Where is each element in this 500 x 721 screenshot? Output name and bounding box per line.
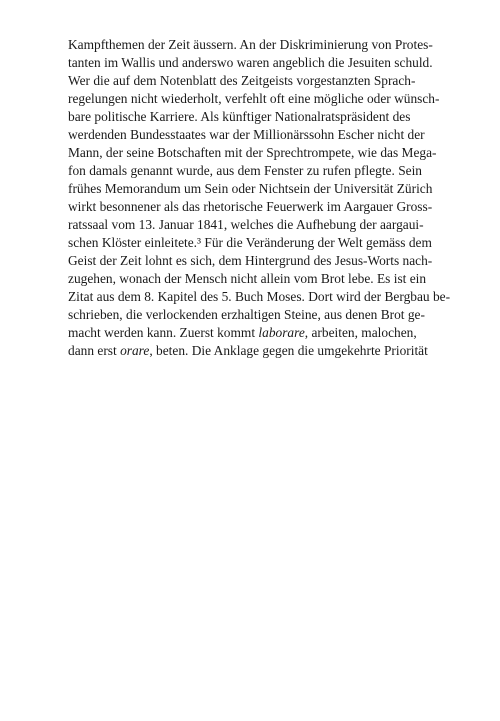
text-line: werdenden Bundesstaates war der Millionärssohn Escher nicht der — [68, 127, 425, 142]
text-line: schrieben, die verlockenden erzhaltigen Steine, aus denen Brot ge- — [68, 307, 425, 322]
text-segment: dann erst — [68, 343, 121, 358]
text-line: Wer die auf dem Notenblatt des Zeitgeists vorgestanzten Sprach- — [68, 73, 416, 88]
text-line: regelungen nicht wiederholt, verfehlt oft eine mögliche oder wünsch- — [68, 91, 440, 106]
text-line: frühes Memorandum um Sein oder Nichtsein der Universität Zürich — [68, 181, 433, 196]
text-line: Geist der Zeit lohnt es sich, dem Hintergrund des Jesus-Worts nach- — [68, 253, 433, 268]
text-line: ratssaal vom 13. Januar 1841, welches die Aufhebung der aargaui- — [68, 217, 424, 232]
text-line — [68, 342, 428, 360]
text-line: wirkt besonnener als das rhetorische Feuerwerk im Aargauer Gross- — [68, 199, 433, 214]
text-line: fon damals genannt wurde, aus dem Fenster zu rufen pflegte. Sein — [68, 163, 423, 178]
text-line: Mann, der seine Botschaften mit der Sprechtrompete, wie das Mega- — [68, 145, 437, 160]
text-line: zugehen, wonach der Mensch nicht allein vom Brot lebe. Es ist ein — [68, 271, 427, 286]
text-line: tanten im Wallis und anderswo waren angeblich die Jesuiten schuld. — [68, 55, 433, 70]
text-segment: , arbeiten, malochen, — [304, 325, 417, 340]
italic-term: orare — [120, 343, 150, 358]
text-segment: , beten. Die Anklage gegen die umgekehrte Priorität — [149, 343, 428, 358]
italic-term: laborare — [258, 325, 305, 340]
text-line: Kampfthemen der Zeit äussern. An der Diskriminierung von Protes- — [68, 37, 433, 52]
text-line: schen Klöster einleitete.³ Für die Veränderung der Welt gemäss dem — [68, 235, 432, 250]
text-segment: macht werden kann. Zuerst kommt — [68, 325, 259, 340]
text-line: Zitat aus dem 8. Kapitel des 5. Buch Moses. Dort wird der Bergbau be- — [68, 289, 451, 304]
text-line: bare politische Karriere. Als künftiger Nationalratspräsident des — [68, 109, 411, 124]
